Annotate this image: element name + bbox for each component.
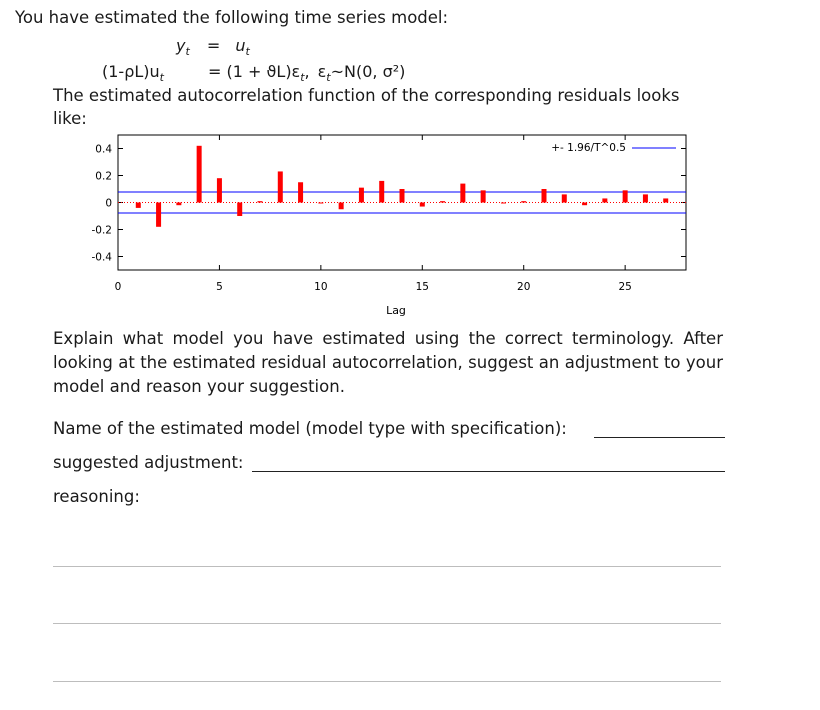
acf-bar — [400, 189, 405, 203]
question-text: Explain what model you have estimated using the correct terminology. After looking at the estimated residual autocorrelation, suggest an adjustment to your model and reason your suggestion. — [53, 329, 723, 396]
y-tick-label: -0.2 — [91, 224, 112, 237]
model-name-label: Name of the estimated model (model type with specification): — [53, 419, 567, 438]
eq2-lhs-sub: t — [159, 71, 164, 85]
eq2-rhs-c: ~N(0, σ²) — [330, 62, 406, 81]
equation-2-rhs: = $(1 + ϑL)\varepsilon_t$, $\varepsilon_t\sim N(0$, σ²) — [208, 62, 406, 85]
x-axis-label: Lag — [386, 304, 406, 317]
acf-bar — [258, 201, 263, 202]
legend-label: +- 1.96/T^0.5 — [551, 142, 626, 154]
x-tick-label: 5 — [216, 281, 223, 293]
x-tick-label: 25 — [618, 281, 632, 293]
adjustment-answer-line[interactable] — [252, 471, 725, 472]
reasoning-answer-line-1[interactable] — [53, 566, 721, 567]
eq1-rhs: u — [235, 36, 246, 55]
acf-bar — [562, 194, 567, 202]
acf-bar — [237, 203, 242, 217]
eq1-lhs-sub: t — [185, 45, 190, 59]
acf-bar — [582, 203, 587, 206]
acf-bar — [460, 184, 465, 203]
eq2-rhs-b: ε — [317, 62, 327, 81]
y-tick-label: 0.2 — [95, 170, 112, 183]
acf-bar — [176, 203, 181, 206]
acf-bar — [359, 188, 364, 203]
y-tick-label: 0 — [105, 197, 112, 210]
acf-chart — [0, 120, 820, 320]
equation-2 — [102, 62, 164, 84]
acf-bar — [379, 181, 384, 203]
y-tick-label: 0.4 — [95, 143, 112, 156]
acf-bar — [521, 201, 526, 202]
x-tick-label: 10 — [314, 281, 328, 293]
acf-bar — [481, 190, 486, 202]
x-tick-label: 15 — [415, 281, 429, 293]
acf-sentence-line1: The estimated autocorrelation function of the corresponding residuals looks — [53, 86, 680, 105]
acf-bar — [440, 201, 445, 202]
eq1-rhs-sub: t — [245, 45, 250, 59]
equation-1 — [176, 36, 250, 58]
eq2-rhs-a: = (1 + ϑL)ε — [208, 62, 301, 81]
x-tick-label: 20 — [517, 281, 531, 293]
eq1-equals: = — [206, 36, 221, 55]
acf-bar — [278, 171, 283, 202]
acf-bar — [136, 203, 141, 208]
acf-bar — [623, 190, 628, 202]
acf-bar — [298, 182, 303, 202]
acf-bar — [217, 178, 222, 202]
acf-bar — [197, 146, 202, 203]
acf-sentence-line2: like: — [53, 109, 87, 128]
acf-bar — [318, 203, 323, 204]
eq1-lhs: y — [176, 36, 186, 55]
reasoning-answer-line-3[interactable] — [53, 681, 721, 682]
acf-bar — [339, 203, 344, 210]
adjustment-label: suggested adjustment: — [53, 453, 244, 472]
eq2-rhs-a-sub: t — [300, 71, 305, 85]
acf-bar — [501, 203, 506, 204]
eq2-rhs-b-sub: t — [326, 71, 331, 85]
acf-bar — [542, 189, 547, 203]
acf-bar — [420, 203, 425, 207]
acf-bar — [643, 194, 648, 202]
y-tick-label: -0.4 — [91, 251, 112, 264]
model-name-answer-line[interactable] — [594, 437, 725, 438]
acf-bar — [156, 203, 161, 227]
intro-text: You have estimated the following time series model: — [15, 8, 449, 27]
acf-bar — [602, 198, 607, 202]
reasoning-label: reasoning: — [53, 487, 140, 506]
x-tick-label: 0 — [114, 281, 122, 293]
eq2-lhs: (1-ρL)u — [102, 62, 160, 81]
reasoning-answer-line-2[interactable] — [53, 623, 721, 624]
acf-bar — [663, 198, 668, 202]
